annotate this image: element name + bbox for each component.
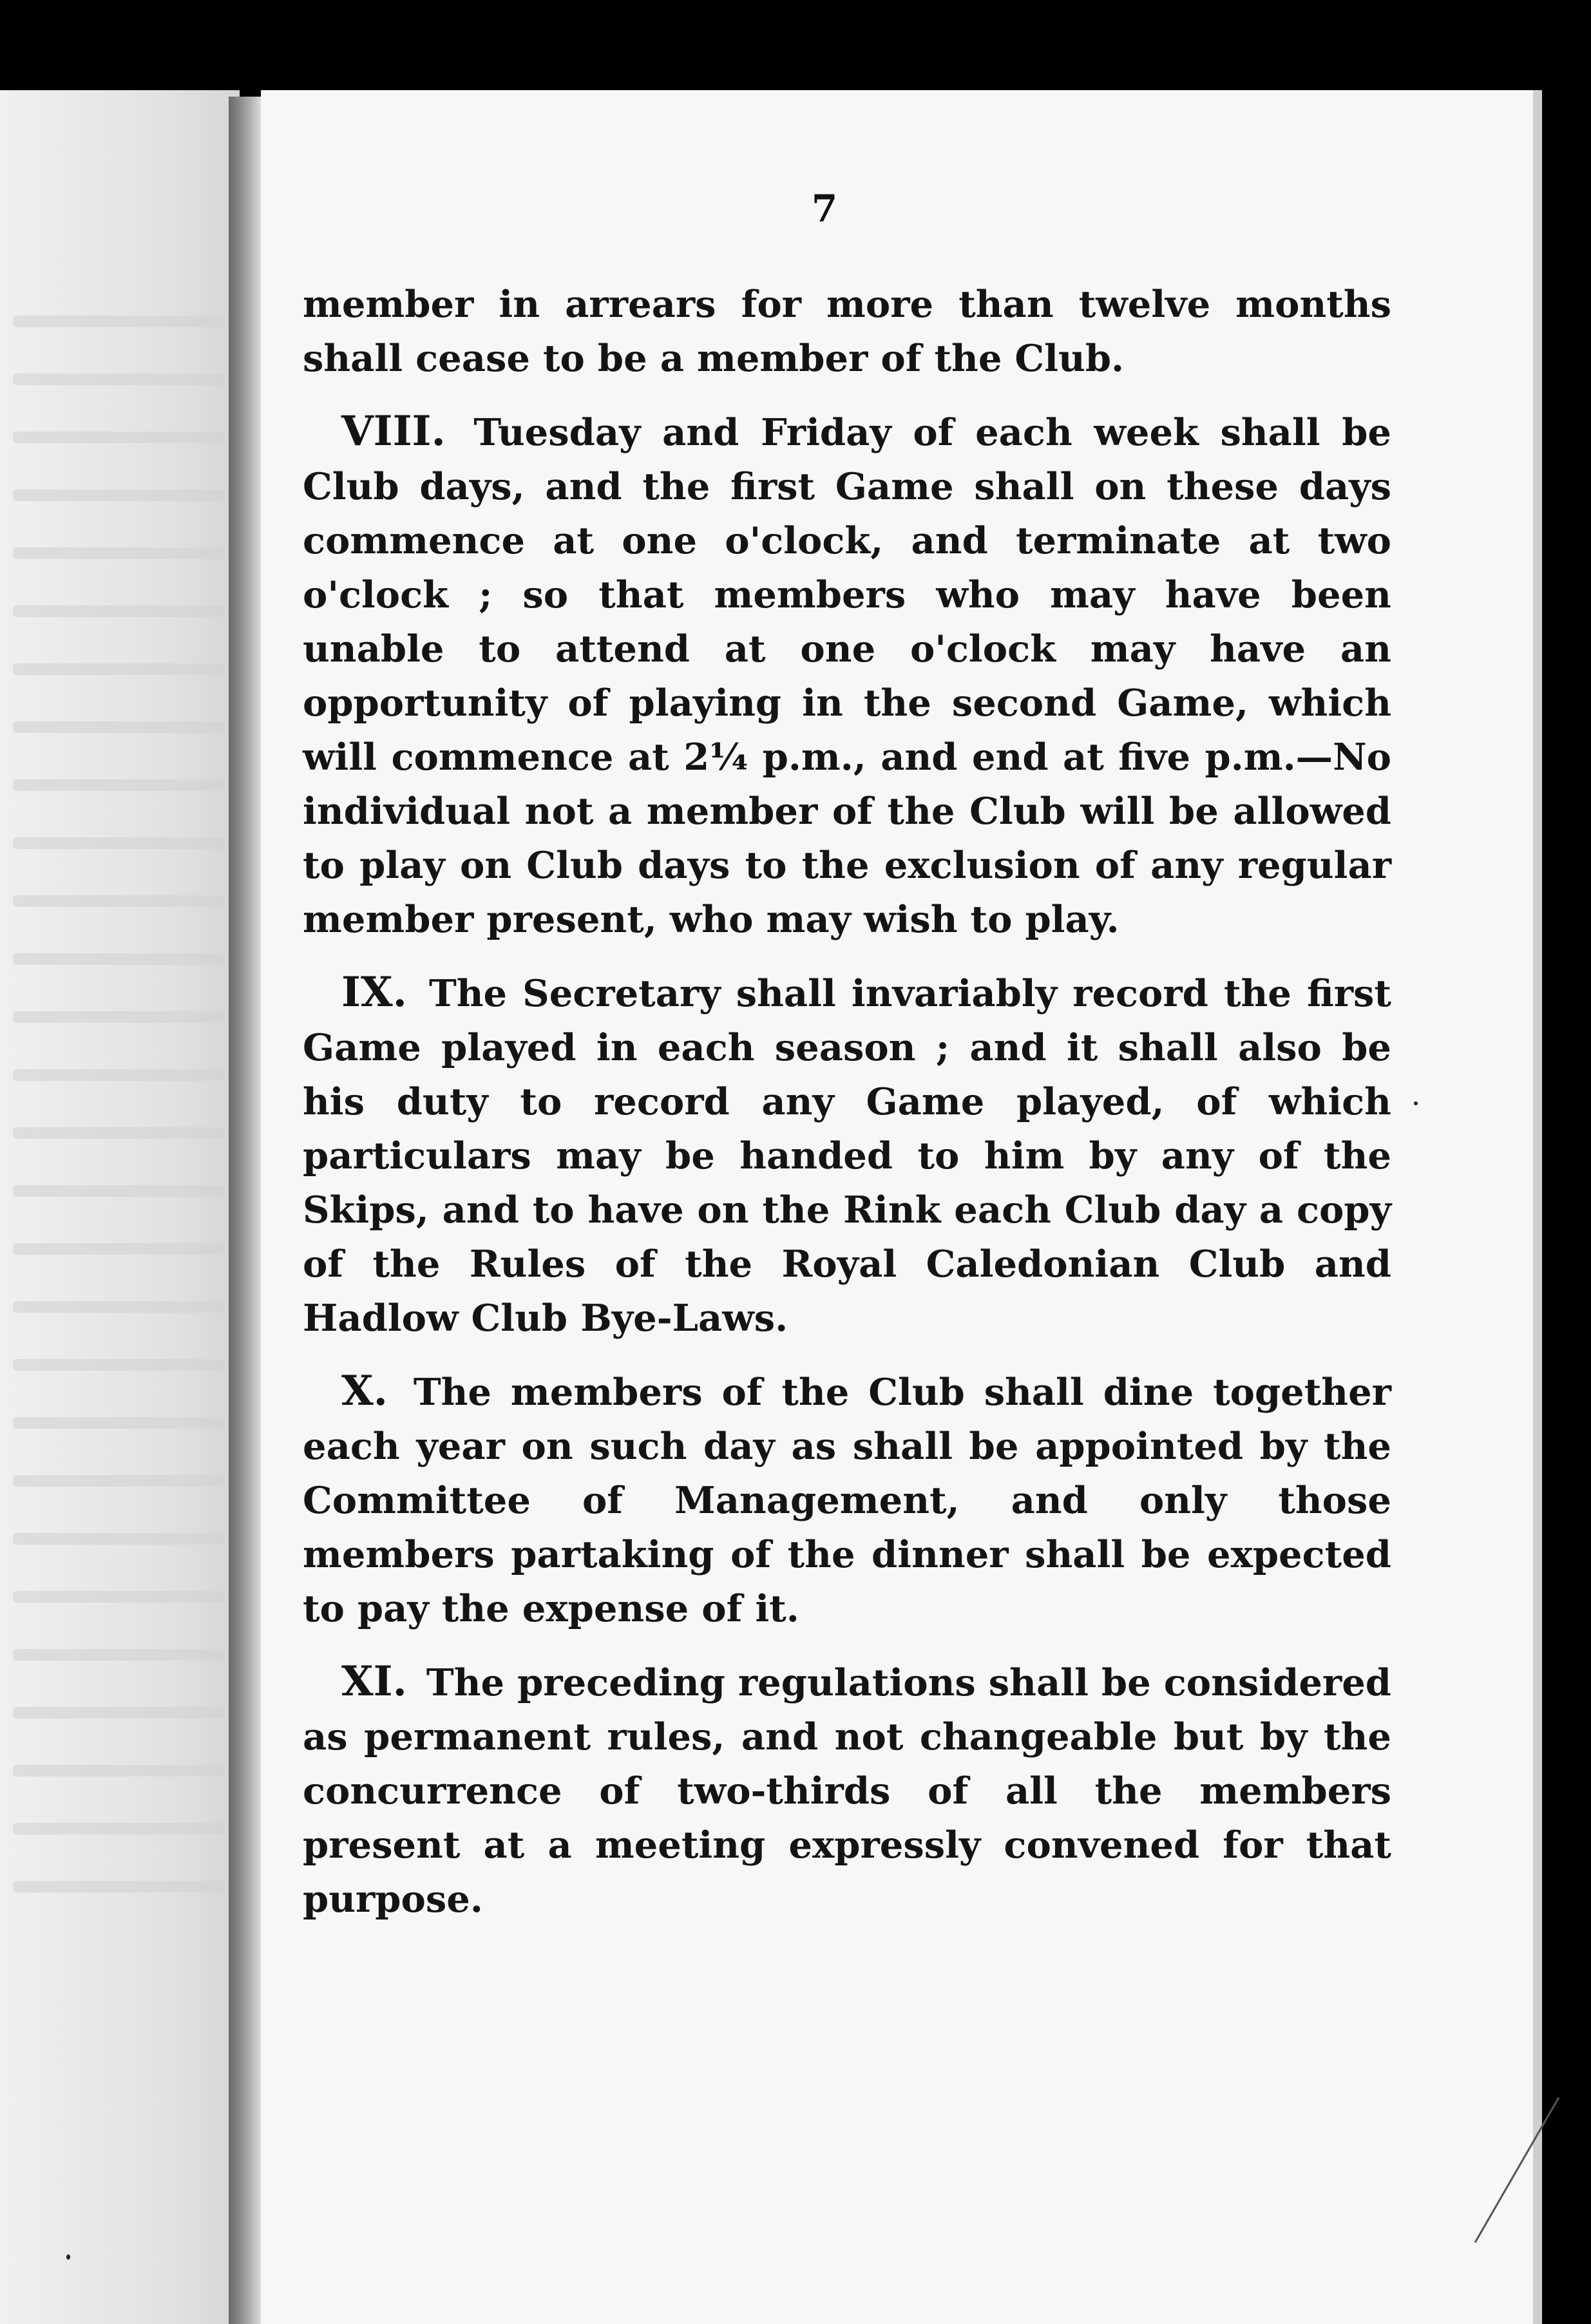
bleed-through-line: [13, 1533, 225, 1545]
paragraph-text: The preceding regulations shall be considered as permanent rules, and not changeable but by the concurrence of two-thirds of all the members present at a meeting expressly convened for that purpose.: [303, 1661, 1391, 1921]
paragraph-text: The members of the Club shall dine together each year on such day as shall be appointed by the Committee of Management, and only those members partaking of the dinner shall be expected to pay the expense of it.: [303, 1370, 1391, 1630]
bleed-through-line: [13, 953, 225, 965]
bleed-through-line: [13, 316, 225, 327]
bleed-through-line: [13, 432, 225, 443]
bleed-through-line: [13, 374, 225, 385]
bleed-through-line: [13, 1707, 225, 1719]
bleed-through-line: [13, 779, 225, 791]
bleed-through-line: [13, 721, 225, 733]
book-gutter: [229, 97, 261, 2324]
scan-speck: [1414, 1101, 1418, 1105]
bleed-through-line: [13, 1069, 225, 1081]
rule-numeral: IX.: [341, 968, 407, 1016]
bleed-through-line: [13, 1011, 225, 1023]
rule-xi: [303, 1655, 1391, 1926]
page-number: 7: [811, 187, 838, 231]
bleed-through-line: [13, 1881, 225, 1892]
rule-x: [303, 1364, 1391, 1635]
facing-page-bleed: [0, 90, 240, 2324]
scan-right-border: [1533, 90, 1591, 2324]
rule-numeral: X.: [341, 1367, 388, 1415]
bleed-through-line: [13, 895, 225, 907]
bleed-through-line: [13, 1823, 225, 1834]
body-text: [303, 277, 1391, 1945]
bleed-through-line: [13, 1301, 225, 1313]
rule-numeral: VIII.: [341, 407, 446, 455]
bleed-through-line: [13, 1649, 225, 1661]
rule-numeral: XI.: [341, 1657, 407, 1706]
bleed-through-line: [13, 1591, 225, 1603]
facing-page-shading: [0, 90, 240, 2324]
scan-speck: [66, 2254, 70, 2260]
bleed-through-line: [13, 1243, 225, 1255]
page-edge: [1533, 90, 1542, 2324]
bleed-through-line: [13, 1475, 225, 1487]
bleed-through-line: [13, 1765, 225, 1776]
bleed-through-line: [13, 490, 225, 501]
bleed-through-line: [13, 837, 225, 849]
bleed-through-line: [13, 1127, 225, 1139]
scan-top-border: [0, 0, 1591, 93]
paragraph-text: Tuesday and Friday of each week shall be Club days, and the first Game shall on these days commence at one o'clock, and terminate at two o'clock ; so that members who may have been unable to attend at one o'clock may have an opportunity of playing in the second Game, which will commence at 2¼ p.m., and end at five p.m.—No individual not a member of the Club will be allowed to play on Club days to the exclusion of any regular member present, who may wish to play.: [303, 410, 1391, 941]
bleed-through-line: [13, 548, 225, 559]
bleed-through-line: [13, 1359, 225, 1371]
bleed-through-line: [13, 663, 225, 675]
paragraph-text: member in arrears for more than twelve months shall cease to be a member of the Club.: [303, 282, 1391, 380]
bleed-through-line: [13, 605, 225, 617]
paragraph: [303, 277, 1391, 385]
rule-viii: [303, 405, 1391, 946]
paragraph-text: The Secretary shall invariably record the first Game played in each season ; and it shall also be his duty to record any Game played, of which particulars may be handed to him by any of the Skips, and to have on the Rink each Club day a copy of the Rules of the Royal Caledonian Club and Hadlow Club Bye-Laws.: [303, 971, 1391, 1340]
rule-ix: [303, 966, 1391, 1345]
bleed-through-line: [13, 1417, 225, 1429]
bleed-through-line: [13, 1185, 225, 1197]
